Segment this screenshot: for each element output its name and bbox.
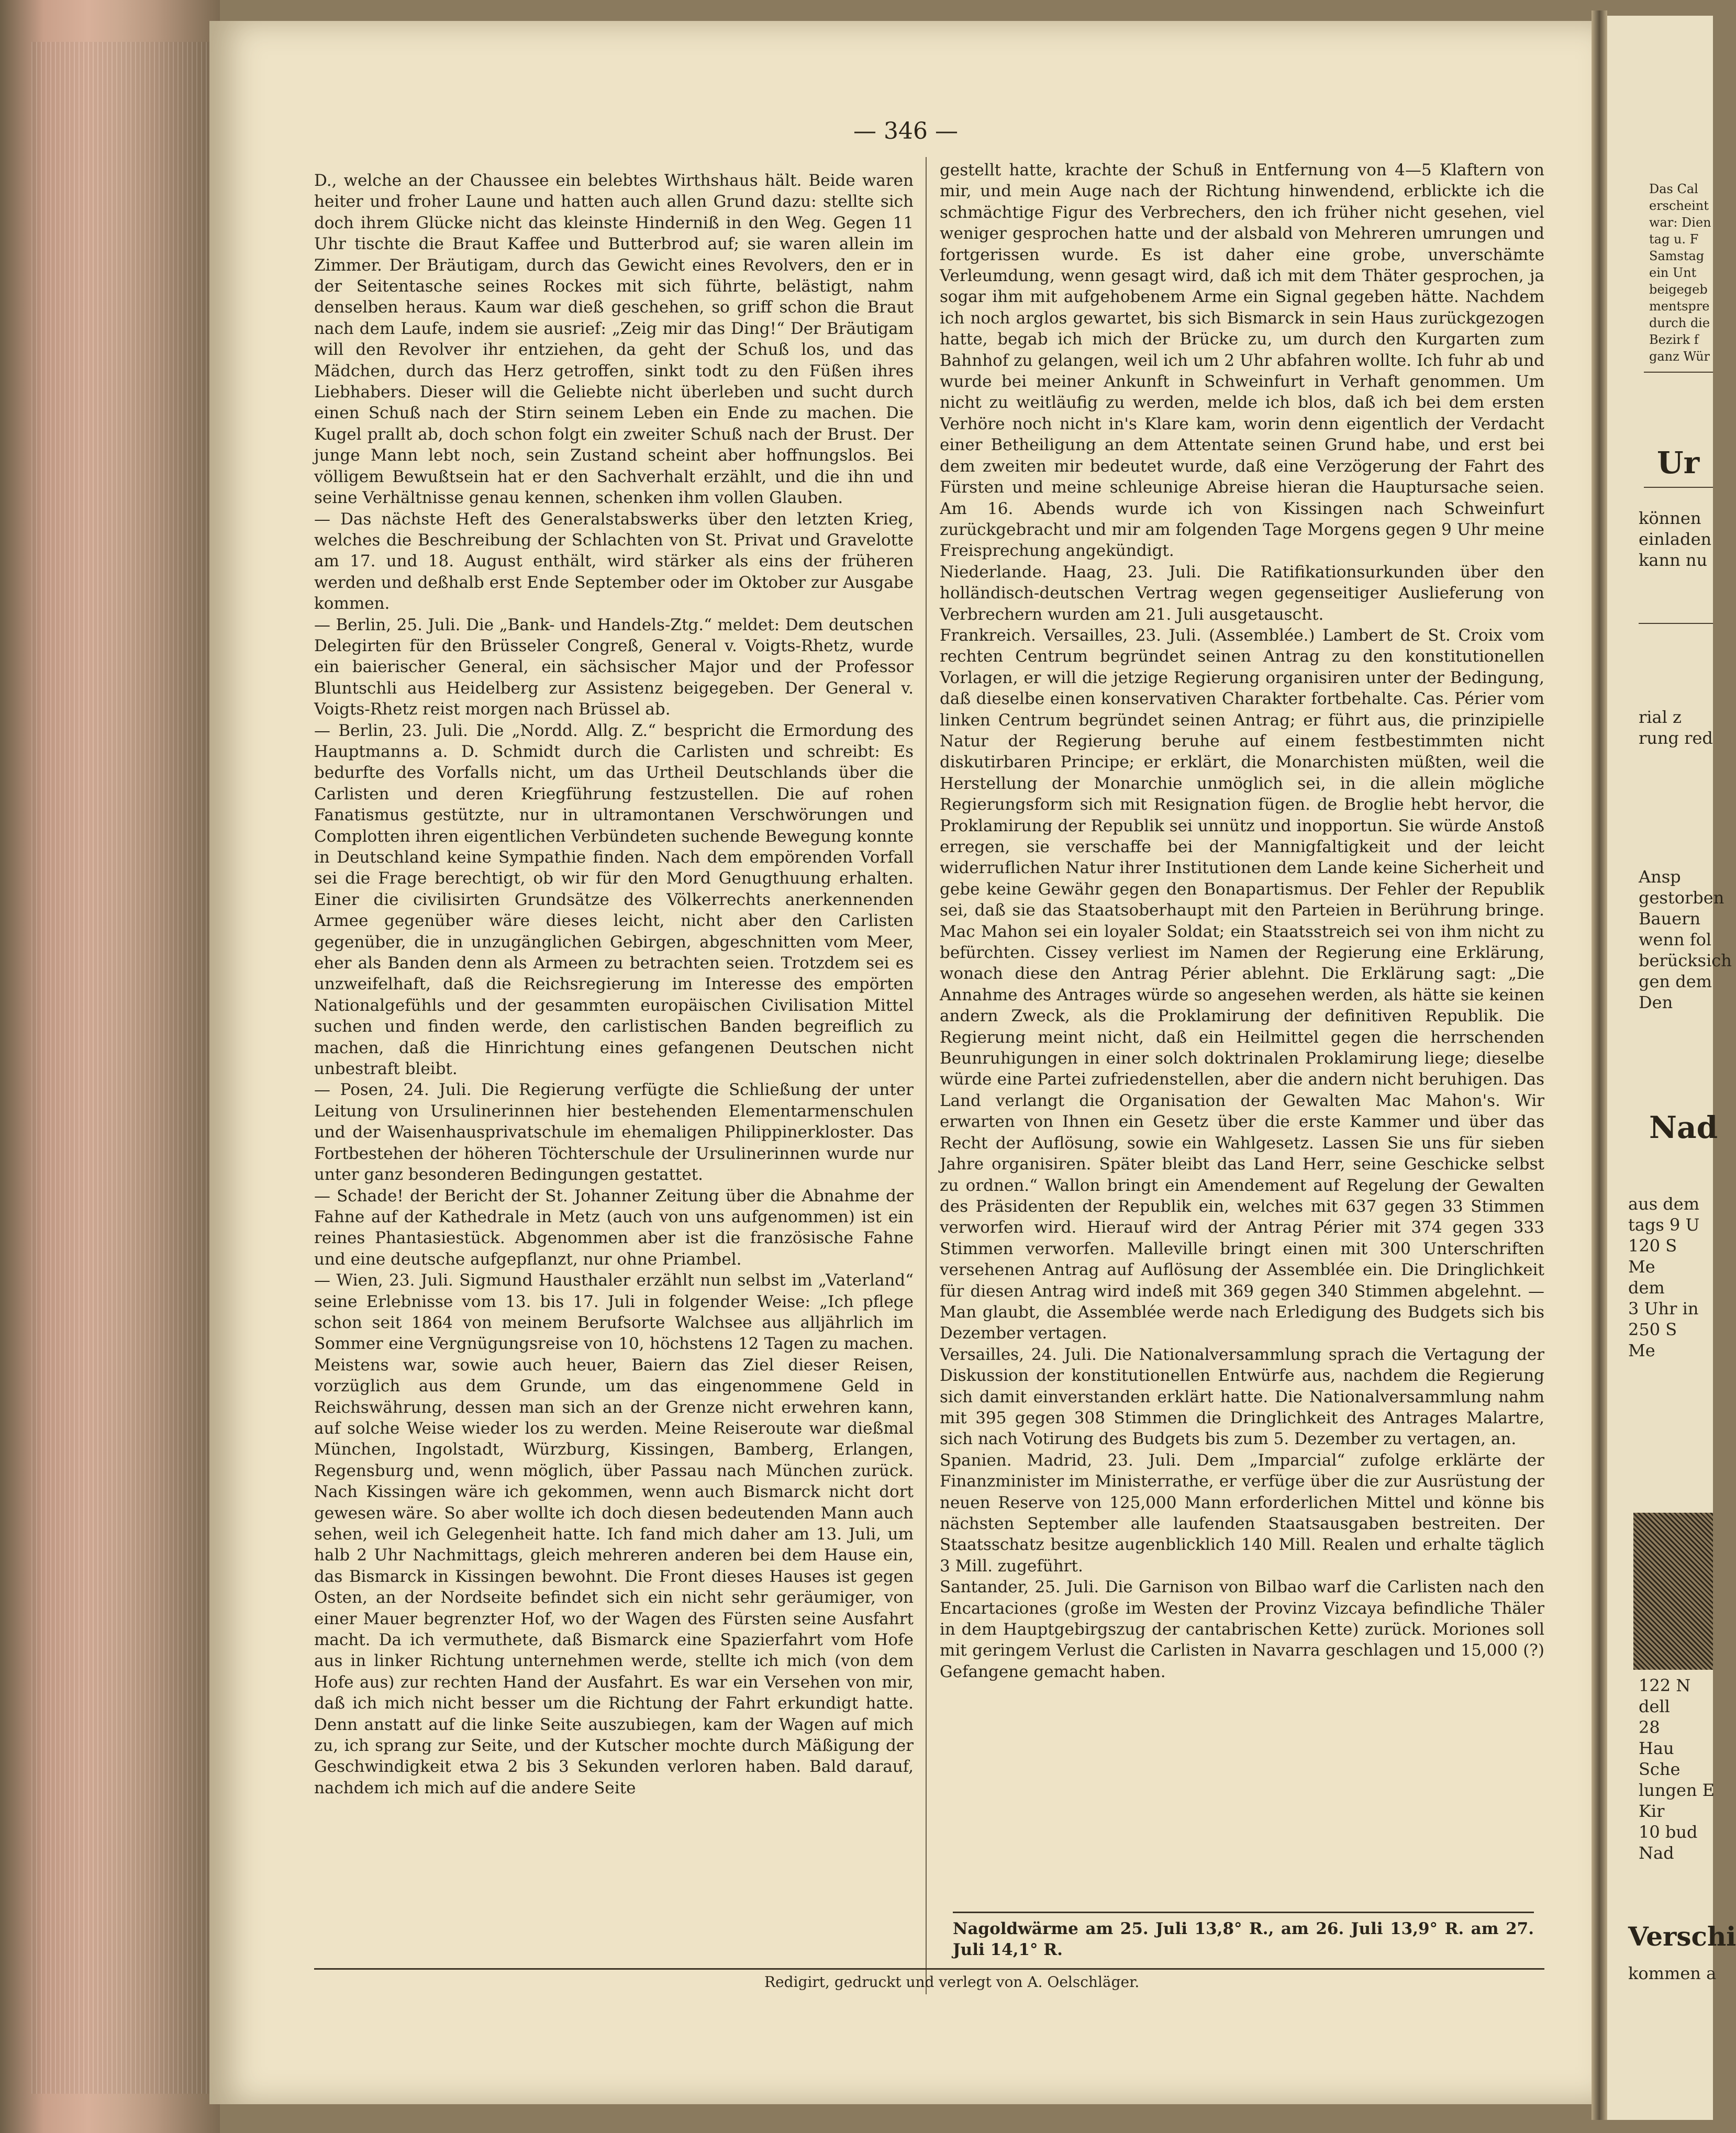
article-paragraph: Frankreich. Versailles, 23. Juli. (Assemblée.) Lambert de St. Croix vom rechten Centrum begründet seinen Antrag zu den konstitutionellen Vorlagen, er will die jetzige Regierung organisiren unter der Bedingung, daß dieselbe einen konservativen Charakter fortbehalte. Cas. Périer vom linken Centrum begründet seinen Antrag; er führt aus, die prinzipielle Natur der Regierung beruhe auf einem festbestimmten nicht diskutirbaren Principe; er erklärt, die Monarchisten müßten, weil die Herstellung der Monarchie unmöglich sei, in die allein mögliche Regierungsform sich mit Resignation fügen. de Broglie hebt hervor, die Proklamirung der Republik sei unnütz und inopportun. Sie würde Anstoß erregen, sie verschaffe bei der Mannigfaltigkeit und der leicht widerruflichen Natur ihrer Institutionen dem Lande keine Sicherheit und gebe keine Gewähr gegen den Bonapartismus. Der Fehler der Republik sei, daß sie das Staatsoberhaupt mit den Parteien in Berührung bringe. Mac Mahon sei ein loyaler Soldat; ein Staatsstreich sei von ihm nicht zu befürchten. Cissey verliest im Namen der Regierung eine Erklärung, wonach diese den Antrag Périer ablehnt. Die Erklärung sagt: „Die Annahme des Antrages würde so angesehen werden, als hätte sie keinen andern Zweck, als die Proklamirung der definitiven Republik. Die Regierung meint nicht, daß ein Heilmittel gegen die herrschenden Beunruhigungen in einer solch doktrinalen Proklamirung liege; dieselbe würde eine Partei zufriedenstellen, aber die andern nicht beruhigen. Das Land verlangt die Organisation der Gewalten Mac Mahon's. Wir erwarten von Ihnen ein Gesetz über die erste Kammer und über das Recht der Auflösung, sowie ein Wahlgesetz. Lassen Sie uns für sieben Jahre organisiren. Später bleibt das Land Herr, seine Geschicke selbst zu ordnen.“ Wallon bringt ein Amendement auf Regelung der Gewalten des Präsidenten der Republik ein, welches mit 637 gegen 33 Stimmen verworfen wird. Hierauf wird der Antrag Périer mit 374 gegen 333 Stimmen verworfen. Malleville bringt einen mit 300 Unterschriften versehenen Antrag auf Auflösung der Assemblée ein. Die Dringlichkeit für diesen Antrag wird indeß mit 369 gegen 340 Stimmen abgelehnt. — Man glaubt, die Assemblée werde nach Erledigung des Budgets sich bis Dezember vertagen. [940,626,1544,1343]
column-divider [926,157,927,1994]
text-line: 3 Uhr in [1628,1299,1699,1319]
text-line: gestorben [1639,888,1724,908]
text-line: berücksich [1639,951,1732,970]
article-paragraph: Niederlande. Haag, 23. Juli. Die Ratifikationsurkunden über den holländisch-deutschen Vertrag wegen gegenseitiger Auslieferung von Verbrechern wurden am 21. Juli ausgetauscht. [940,562,1544,624]
text-line: kommen a [1628,1963,1717,1983]
text-line: lungen E [1639,1780,1715,1800]
page-edge-lines [31,42,209,2094]
text-line: Me [1628,1341,1655,1360]
article-paragraph: — Das nächste Heft des Generalstabswerks über den letzten Krieg, welches die Beschreibung der Schlachten von St. Privat und Gravelotte am 17. und 18. August enthält, wird stärker als eins der früheren werden und deßhalb erst Ende September oder im Oktober zur Ausgabe kommen. [314,509,914,613]
article-paragraph: Spanien. Madrid, 23. Juli. Dem „Imparcial“ zufolge erklärte der Finanzminister im Ministerrathe, er verfüge über die zur Ausrüstung der neuen Reserve von 125,000 Mann erforderlichen Mittel und könne bis nächsten September alle laufenden Staatsausgaben bestreiten. Der Staatsschatz besitze augenblicklich 140 Mill. Realen und erhalte täglich 3 Mill. zugeführt. [940,1450,1544,1576]
woodcut-illustration [1633,1513,1713,1670]
text-line: Ansp [1639,867,1681,887]
article-paragraph: gestellt hatte, krachte der Schuß in Entfernung von 4—5 Klaftern von mir, und mein Auge nach der Richtung hinwendend, erblickte ich die schmächtige Figur des Verbrechers, den ich früher nicht gesehen, viel weniger gesprochen hatte und der alsbald von Mehreren umrungen und fortgerissen wurde. Es ist daher eine grobe, unverschämte Verleumdung, wenn gesagt wird, daß ich mit dem Thäter gesprochen, ja sogar ihm mit aufgehobenem Arme ein Signal gegeben hätte. Nachdem ich noch arglos gewartet, bis sich Bismarck in sein Haus zurückgezogen hatte, begab ich mich der Brücke zu, um durch den Kurgarten zum Bahnhof zu gelangen, weil ich um 2 Uhr abfahren wollte. Ich fuhr ab und wurde bei meiner Ankunft in Schweinfurt in Verhaft genommen. Um nicht zu weitläufig zu werden, melde ich blos, daß ich bei dem ersten Verhöre noch nicht in's Klare kam, worin denn eigentlich der Verdacht einer Betheiligung an dem Attentate seinen Grund habe, und erst bei dem zweiten mir bedeutet wurde, daß eine Verzögerung der Fahrt des Fürsten und meine schleunige Abreise hieran die Hauptursache seien. Am 16. Abends wurde ich von Kissingen nach Schweinfurt zurückgebracht und mir am folgenden Tage Morgens gegen 9 Uhr meine Freisprechung angekündigt. [940,161,1544,561]
adjacent-page [1607,16,1736,2120]
article-paragraph: — Berlin, 23. Juli. Die „Nordd. Allg. Z.“ bespricht die Ermordung des Hauptmanns a. D. Schmidt durch die Carlisten und schreibt: Es bedurfte des Vorfalls nicht, um das Urtheil Deutschlands über die Carlisten und deren Kriegführung festzustellen. Die auf rohen Fanatismus gestützte, nur in ultramontanen Verschwörungen und Complotten ihren eigentlichen Verbündeten suchende Bewegung konnte in Deutschland keine Sympathie finden. Nach dem empörenden Vorfall sei die Frage berechtigt, ob wir für den Mord Genugthuung erhalten. Einer die civilisirten Grundsätze des Völkerrechts anerkennenden Armee gegenüber wäre dieses leicht, nicht aber den Carlisten gegenüber, die in unzugänglichen Gebirgen, abgeschnitten vom Meer, eher als Banden denn als Armeen zu betrachten seien. Trotzdem sei es unzweifelhaft, daß die Reichsregierung im Interesse des empörten Nationalgefühls und der gesammten europäischen Civilisation Mittel suchen und finden werde, den carlistischen Banden begreiflich zu machen, daß die Hinrichtung eines gefangenen Deutschen nicht unbestraft bleibt. [314,721,914,1079]
adjacent-rule [1639,623,1713,624]
article-paragraph: Versailles, 24. Juli. Die Nationalversammlung sprach die Vertagung der Diskussion der konstitutionellen Entwürfe aus, nachdem die Regierung sich damit einverstanden erklärt hatte. Die Nationalversammlung nahm mit 395 gegen 308 Stimmen die Dringlichkeit des Antrages Malartre, sich nach Votirung des Budgets bis zum 5. Dezember zu vertagen, an. [940,1345,1544,1449]
text-line: Me [1628,1257,1655,1277]
article-paragraph: Santander, 25. Juli. Die Garnison von Bilbao warf die Carlisten nach den Encartaciones (große im Westen der Provinz Vizcaya befindliche Thäler in dem Hauptgebirgszug der cantabrischen Kette) zurück. Moriones soll mit geringem Verlust die Carlisten in Navarra geschlagen und 15,000 (?) Gefangene gemacht haben. [940,1578,1544,1681]
adjacent-text [1639,707,1713,749]
book-gutter [1592,10,1607,2120]
weather-text: Nagoldwärme am 25. Juli 13,8° R., am 26. Juli 13,9° R. am 27. Juli 14,1° R. [953,1919,1534,1960]
text-line: 122 N [1639,1676,1691,1695]
text-line: können [1639,508,1701,528]
article-paragraph: — Schade! der Bericht der St. Johanner Zeitung über die Abnahme der Fahne auf der Kathedrale in Metz (auch von uns aufgenommen) ist ein reines Phantasiestück. Abgenommen aber ist die französische Fahne und eine deutsche aufgepflanzt, nur ohne Priambel. [314,1186,914,1269]
adjacent-text [1639,866,1732,1013]
notice-line: beigegeb [1649,282,1708,297]
text-line: aus dem [1628,1194,1700,1214]
text-line: Kir [1639,1801,1665,1821]
adjacent-rule [1644,487,1713,488]
text-line: 120 S [1628,1236,1677,1256]
adjacent-heading: Verschi [1628,1921,1736,1952]
text-line: Hau [1639,1738,1674,1758]
text-line: tags 9 U [1628,1215,1700,1235]
notice-line: ganz Wür [1649,349,1710,364]
notice-line: tag u. F [1649,232,1699,247]
weather-report [953,1918,1534,1961]
book-page-edges [0,0,220,2133]
text-line: Bauern [1639,909,1701,929]
notice-line: war: Dien [1649,215,1711,230]
notice-line: Bezirk f [1649,332,1699,347]
notice-line: Samstag [1649,249,1705,263]
article-paragraph: — Wien, 23. Juli. Sigmund Hausthaler erzählt nun selbst im „Vaterland“ seine Erlebnisse vom 13. bis 17. Juli in folgender Weise: „Ich pflege schon seit 1864 von meinem Berufsorte Walchsee aus alljährlich im Sommer eine Vergnügungsreise von 10, höchstens 12 Tagen zu machen. Meistens war, sowie auch heuer, Baiern das Ziel dieser Reisen, vorzüglich aus dem Grunde, um das eingenommene Geld in Reichswährung, dessen man sich an der Grenze nicht erwehren kann, auf solche Weise wieder los zu werden. Meine Reiseroute war dießmal München, Ingolstadt, Würzburg, Kissingen, Bamberg, Erlangen, Regensburg und, wenn möglich, über Passau nach München zurück. Nach Kissingen wäre ich gekommen, wenn auch Bismarck nicht dort gewesen wäre. So aber wollte ich doch diesen bedeutenden Mann auch sehen, weil ich Gelegenheit hatte. Ich fand mich daher am 13. Juli, um halb 2 Uhr Nachmittags, gleich mehreren anderen bei dem Hause ein, das Bismarck in Kissingen bewohnt. Die Front dieses Hauses ist gegen Osten, an der Nordseite befindet sich ein nicht sehr geräumiger, von einer Mauer begrenzter Hof, wo der Wagen des Fürsten seine Ausfahrt macht. Da ich vermuthete, daß Bismarck eine Spazierfahrt vom Hofe aus in linker Richtung unternehmen werde, stellte ich mich (von dem Hofe aus) zur rechten Hand der Ausfahrt. Es war ein Versehen von mir, daß ich mich nicht besser um die Richtung der Fahrt erkundigt hatte. Denn anstatt auf die linke Seite auszubiegen, kam der Wagen auf mich zu, ich sprang zur Seite, und der Kutscher mochte durch Mäßigung der Geschwindigkeit etwa 2 bis 3 Sekunden verloren haben. Bald darauf, nachdem ich mich auf die andere Seite [314,1271,914,1797]
page-number: — 346 — [853,118,958,144]
right-column [940,160,1544,1682]
text-line: 250 S [1628,1320,1677,1339]
text-line: gen dem [1639,971,1712,991]
text-line: 28 [1639,1717,1660,1737]
article-paragraph: — Posen, 24. Juli. Die Regierung verfügte die Schließung der unter Leitung von Ursulinerinnen hier bestehenden Elementarmenschulen und der Waisenhausprivatschule im ehemaligen Philippinerkloster. Das Fortbestehen der höheren Töchterschule der Ursulinerinnen wurde nur unter ganz besonderen Bedingungen gestattet. [314,1080,914,1185]
text-line: Sche [1639,1759,1681,1779]
notice-line: mentspre [1649,299,1710,314]
adjacent-heading: Nad [1649,1110,1718,1145]
text-line: dell [1639,1696,1670,1716]
notice-line: erscheint [1649,198,1709,213]
article-paragraph: D., welche an der Chaussee ein belebtes Wirthshaus hält. Beide waren heiter und froher Laune und hatten auch allen Grund dazu: stellte sich doch ihrem Glücke nicht das kleinste Hinderniß in den Weg. Gegen 11 Uhr tischte die Braut Kaffee und Butterbrod auf; sie waren allein im Zimmer. Der Bräutigam, durch das Gewicht eines Revolvers, den er in der Seitentasche seines Rockes mit sich führte, belästigt, nahm denselben heraus. Kaum war dieß geschehen, so griff schon die Braut nach dem Laufe, indem sie ausrief: „Zeig mir das Ding!“ Der Bräutigam will den Revolver ihr entziehen, da geht der Schuß los, und das Mädchen, durch das Herz getroffen, sinkt todt zu den Füßen ihres Liebhabers. Dieser will die Geliebte nicht überleben und sucht durch einen Schuß nach der Stirn seinem Leben ein Ende zu machen. Die Kugel prallt ab, doch schon folgt ein zweiter Schuß nach der Brust. Der junge Mann lebt noch, sein Zustand scheint aber hoffnungslos. Bei völligem Bewußtsein hat er den Sachverhalt erzählt, und die ihn und seine Verhältnisse genau kennen, schenken ihm vollen Glauben. [314,171,914,508]
bottom-rule [314,1968,1544,1970]
text-line: wenn fol [1639,930,1712,950]
adjacent-heading: Ur [1657,445,1700,481]
text-line: rung red [1639,728,1713,748]
text-line: dem [1628,1278,1665,1298]
notice-line: durch die [1649,316,1710,330]
text-line: 10 bud [1639,1822,1698,1842]
adjacent-rule [1644,372,1713,373]
notice-line: ein Unt [1649,265,1697,280]
text-line: Den [1639,992,1673,1012]
adjacent-text [1639,1675,1715,1863]
text-line: Nad [1639,1843,1674,1863]
imprint: Redigirt, gedruckt und verlegt von A. Oelschläger. [764,1973,1140,1991]
adjacent-text [1639,508,1711,571]
adjacent-text [1628,1193,1700,1361]
weather-rule [953,1912,1534,1913]
article-paragraph: — Berlin, 25. Juli. Die „Bank- und Handels-Ztg.“ meldet: Dem deutschen Delegirten für den Brüsseler Congreß, General v. Voigts-Rhetz, wurde ein baierischer General, ein sächsischer Major und der Professor Bluntschli aus Heidelberg zur Assistenz beigegeben. Der General v. Voigts-Rhetz reist morgen nach Brüssel ab. [314,615,914,719]
notice-line: Das Cal [1649,182,1698,196]
adjacent-text [1628,1963,1716,1984]
text-line: einladen [1639,529,1712,549]
text-line: rial z [1639,707,1682,727]
left-column [314,170,914,1799]
adjacent-page-notice [1649,181,1711,365]
text-line: kann nu [1639,550,1708,570]
